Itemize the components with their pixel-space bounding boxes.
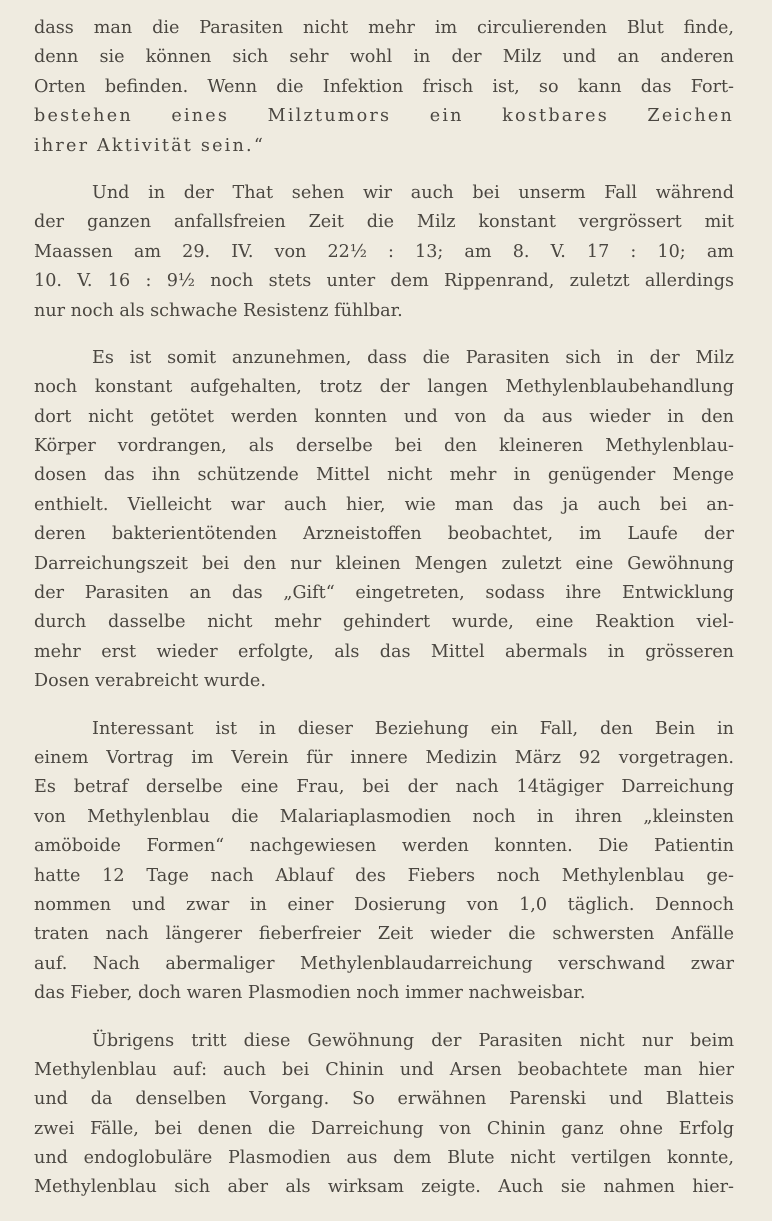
text-line: nommen und zwar in einer Dosierung von 1,0 täglich. Dennoch: [34, 894, 734, 915]
text-line: noch konstant aufgehalten, trotz der langen Methylenblaubehandlung: [34, 377, 734, 398]
text-line: auf. Nach abermaliger Methylenblaudarreichung verschwand zwar: [34, 953, 734, 974]
text-line: Übrigens tritt diese Gewöhnung der Parasiten nicht nur beim: [92, 1030, 734, 1051]
text-line: zwei Fälle, bei denen die Darreichung von Chinin ganz ohne Erfolg: [34, 1118, 734, 1139]
text-line: Es ist somit anzunehmen, dass die Parasiten sich in der Milz: [92, 347, 734, 368]
text-line: der ganzen anfallsfreien Zeit die Milz konstant vergrössert mit: [34, 212, 734, 233]
text-line: Interessant ist in dieser Beziehung ein Fall, den Bein in: [92, 718, 734, 739]
text-line: Darreichungszeit bei den nur kleinen Mengen zuletzt eine Gewöhnung: [34, 553, 734, 574]
text-line: Methylenblau auf: auch bei Chinin und Arsen beobachtete man hier: [34, 1059, 734, 1080]
text-line: und endoglobuläre Plasmodien aus dem Blute nicht vertilgen konnte,: [34, 1148, 734, 1169]
text-line: 10. V. 16 : 9½ noch stets unter dem Rippenrand, zuletzt allerdings: [34, 271, 734, 292]
text-line: ihrer Aktivität sein.“: [34, 135, 266, 156]
paragraph: [34, 14, 734, 161]
text-line: enthielt. Vielleicht war auch hier, wie man das ja auch bei an-: [34, 494, 734, 515]
text-line: amöboide Formen“ nachgewiesen werden konnten. Die Patientin: [34, 836, 734, 857]
text-line: und da denselben Vorgang. So erwähnen Parenski und Blatteis: [34, 1089, 734, 1110]
text-line: Es betraf derselbe eine Frau, bei der nach 14tägiger Darreichung: [34, 777, 734, 798]
paragraph: [34, 715, 734, 1009]
text-line: Dosen verabreicht wurde.: [34, 671, 266, 692]
text-line: durch dasselbe nicht mehr gehindert wurde, eine Reaktion viel-: [34, 612, 734, 633]
paragraph: [34, 179, 734, 326]
text-line: Und in der That sehen wir auch bei unserm Fall während: [92, 182, 734, 203]
text-line: traten nach längerer fieberfreier Zeit wieder die schwersten Anfälle: [34, 924, 734, 945]
text-line: dass man die Parasiten nicht mehr im circulierenden Blut finde,: [34, 18, 734, 38]
text-line: denn sie können sich sehr wohl in der Milz und an anderen: [34, 47, 734, 68]
text-line: Methylenblau sich aber als wirksam zeigte. Auch sie nahmen hier-: [34, 1177, 734, 1198]
paragraph: [34, 1027, 734, 1203]
paragraph: [34, 344, 734, 697]
book-page: [34, 14, 734, 1221]
text-line: das Fieber, doch waren Plasmodien noch immer nachweisbar.: [34, 983, 586, 1004]
text-line: Maassen am 29. IV. von 22½ : 13; am 8. V. 17 : 10; am: [34, 241, 734, 262]
text-line: bestehen eines Milztumors ein kostbares Zeichen: [34, 106, 734, 127]
text-line: Körper vordrangen, als derselbe bei den kleineren Methylenblau-: [34, 436, 734, 457]
text-line: von Methylenblau die Malariaplasmodien noch in ihren „kleinsten: [34, 806, 734, 827]
text-line: dort nicht getötet werden konnten und von da aus wieder in den: [34, 406, 734, 427]
text-line: nur noch als schwache Resistenz fühlbar.: [34, 300, 403, 321]
text-line: Orten befinden. Wenn die Infektion frisch ist, so kann das Fort-: [34, 76, 734, 97]
text-line: mehr erst wieder erfolgte, als das Mittel abermals in grösseren: [34, 641, 734, 662]
text-line: der Parasiten an das „Gift“ eingetreten, sodass ihre Entwicklung: [34, 583, 734, 604]
text-line: dosen das ihn schützende Mittel nicht mehr in genügender Menge: [34, 465, 734, 486]
text-line: einem Vortrag im Verein für innere Medizin März 92 vorgetragen.: [34, 747, 734, 768]
text-line: deren bakterientötenden Arzneistoffen beobachtet, im Laufe der: [34, 524, 734, 545]
text-line: hatte 12 Tage nach Ablauf des Fiebers noch Methylenblau ge-: [34, 865, 734, 886]
